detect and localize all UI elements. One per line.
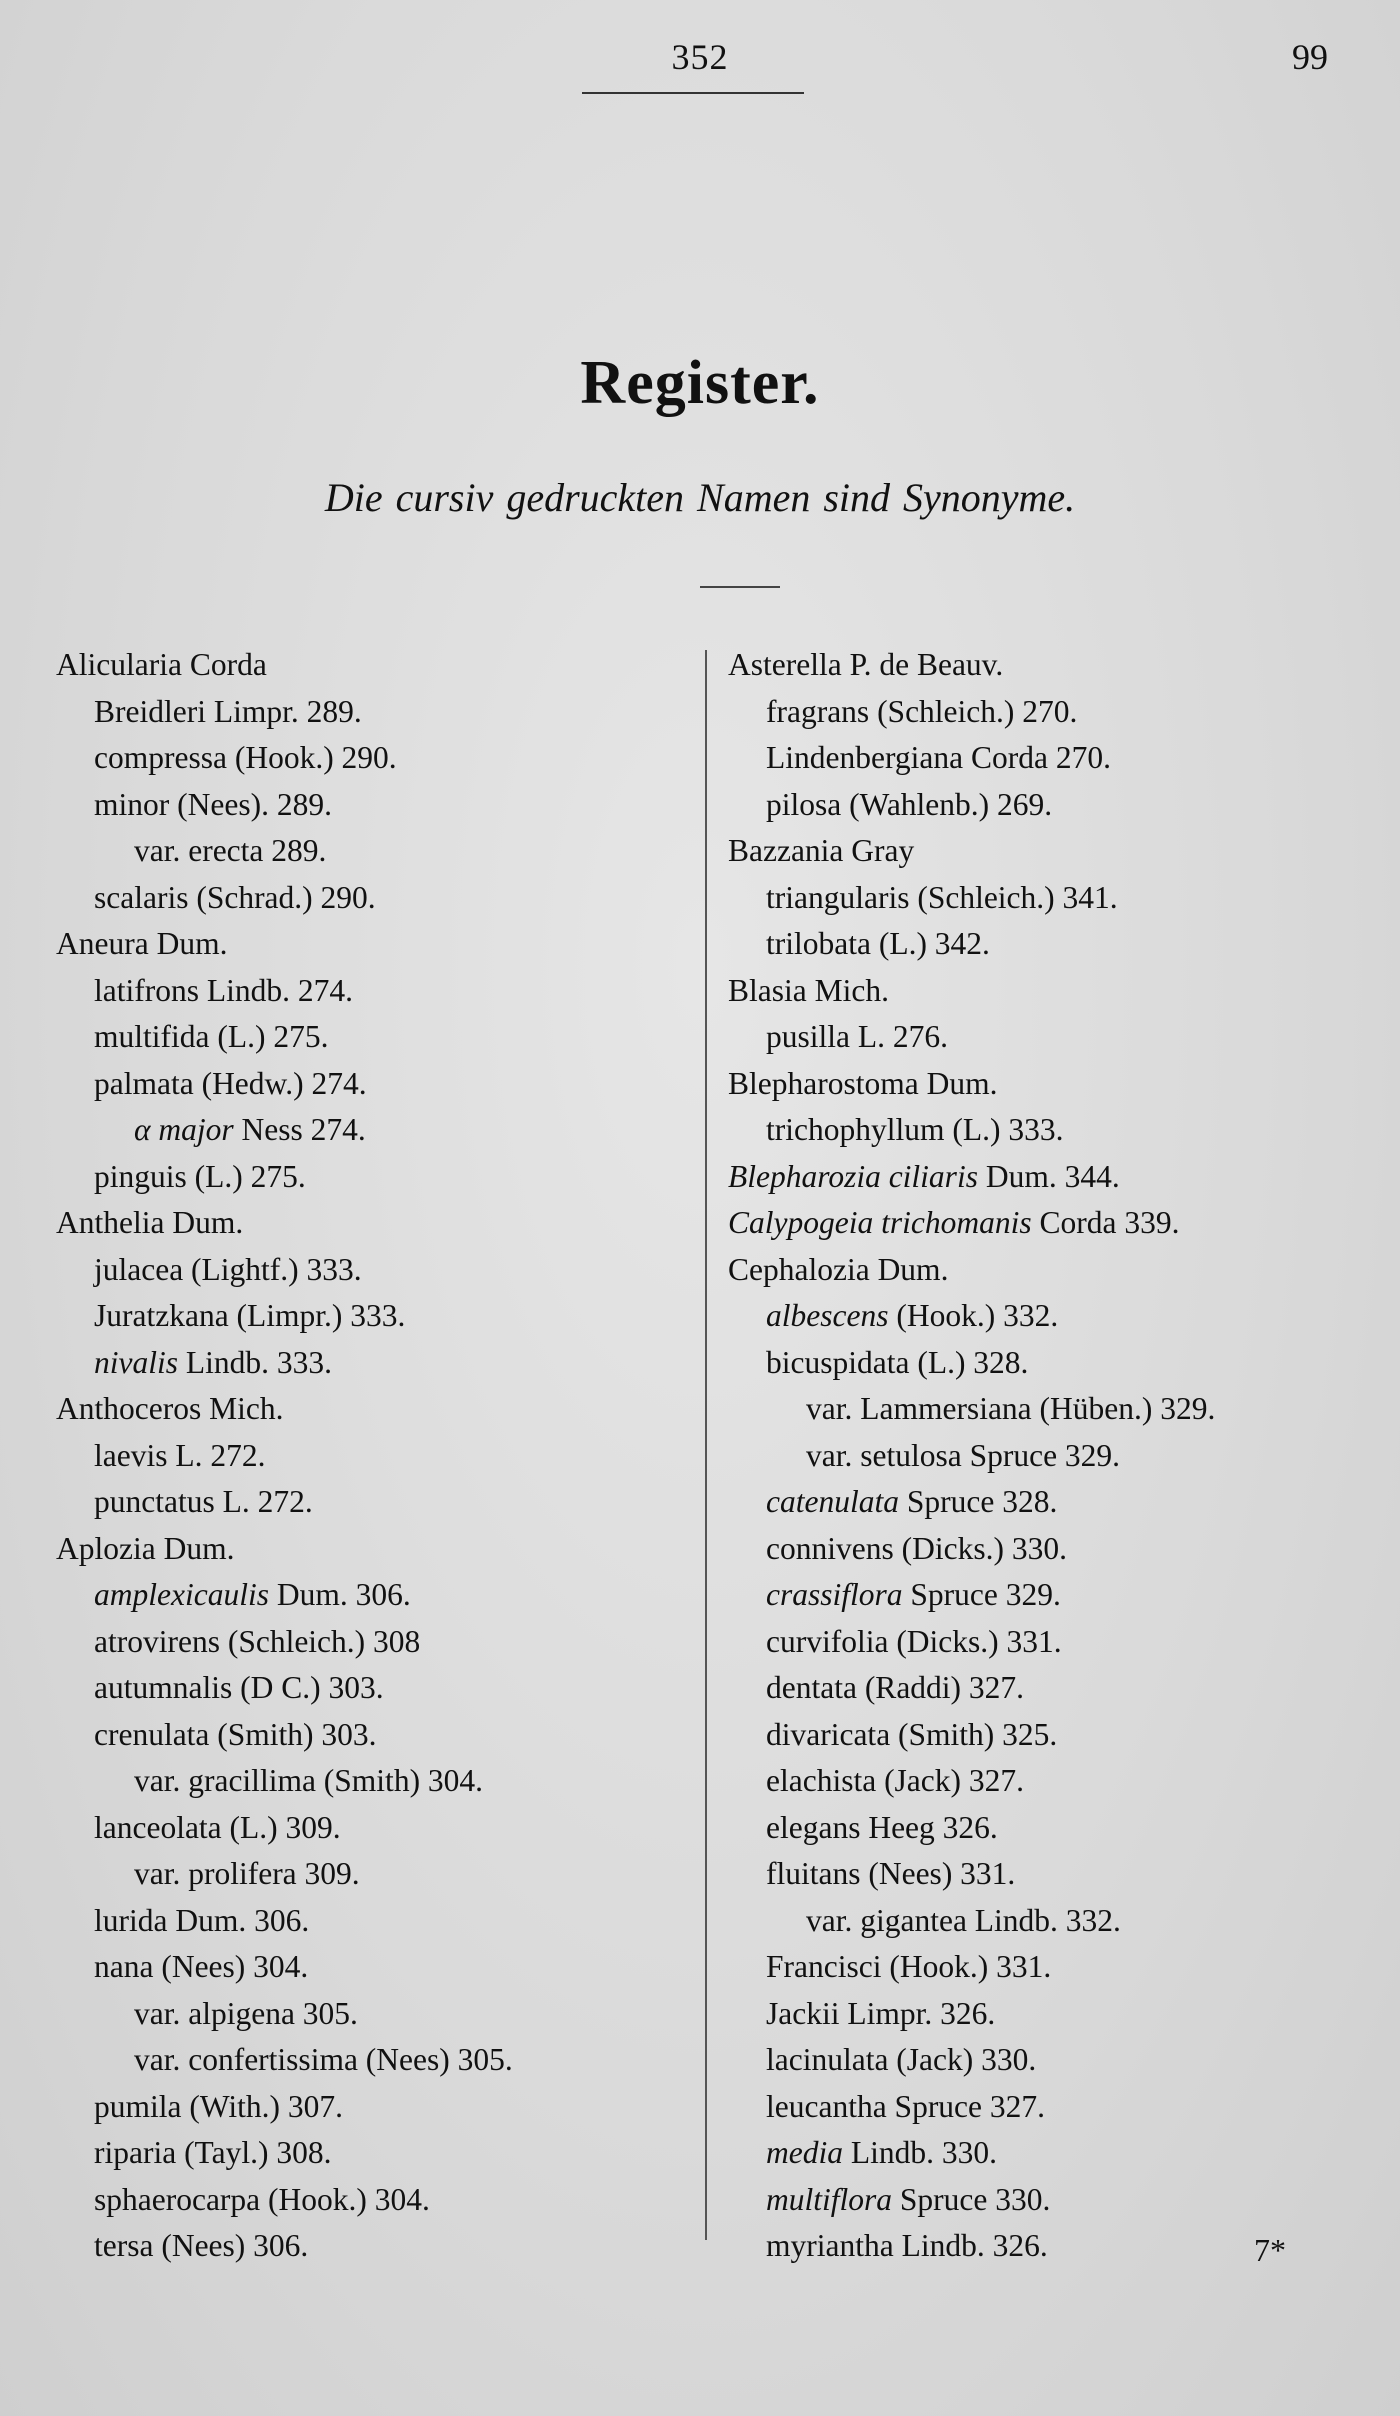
register-entry-species bbox=[56, 875, 696, 922]
entry-name: Asterella P. de Beauv. bbox=[728, 647, 1004, 682]
register-entry-species bbox=[56, 1154, 696, 1201]
register-entry-variety bbox=[56, 1991, 696, 2038]
register-entry-species bbox=[728, 1479, 1368, 1526]
entry-name: trilobata (L.) 342. bbox=[766, 926, 990, 961]
entry-name: var. gigantea Lindb. 332. bbox=[806, 1902, 1121, 1938]
entry-name: Francisci (Hook.) 331. bbox=[766, 1949, 1052, 1984]
register-entry-species bbox=[728, 1712, 1368, 1759]
entry-reference: Dum. 306. bbox=[268, 1577, 411, 1612]
register-entry-species bbox=[728, 1805, 1368, 1852]
entry-name: Lindenbergiana Corda 270. bbox=[766, 740, 1111, 775]
register-entry-species bbox=[728, 2037, 1368, 2084]
register-entry-species bbox=[56, 1479, 696, 1526]
register-entry-genus bbox=[728, 1247, 1368, 1294]
register-entry-species bbox=[728, 1107, 1368, 1154]
register-entry-species bbox=[728, 1014, 1368, 1061]
register-entry-genus bbox=[56, 921, 696, 968]
entry-name: triangularis (Schleich.) 341. bbox=[766, 879, 1118, 915]
register-entry-genus bbox=[728, 1061, 1368, 1108]
entry-name: pilosa (Wahlenb.) 269. bbox=[766, 786, 1053, 822]
register-entry-species bbox=[56, 782, 696, 829]
entry-name: nivalis bbox=[94, 1344, 178, 1380]
entry-name: amplexicaulis bbox=[94, 1577, 269, 1612]
register-entry-species bbox=[56, 2130, 696, 2177]
register-entry-variety bbox=[728, 1386, 1368, 1433]
register-entry-variety bbox=[56, 828, 696, 875]
entry-name: var. alpigena 305. bbox=[134, 1995, 358, 2031]
register-entry-genus bbox=[728, 642, 1368, 689]
entry-name: multiflora bbox=[766, 2181, 893, 2217]
entry-name: compressa (Hook.) 290. bbox=[94, 740, 397, 775]
page-number-center: 352 bbox=[671, 37, 729, 77]
register-entry-genus bbox=[56, 642, 696, 689]
entry-name: autumnalis (D C.) 303. bbox=[94, 1670, 384, 1705]
register-entry-species bbox=[728, 689, 1368, 736]
entry-name: Blepharozia ciliaris bbox=[728, 1158, 978, 1194]
register-entry-species bbox=[56, 1944, 696, 1991]
register-entry-genus bbox=[728, 1154, 1368, 1201]
register-column-left bbox=[56, 642, 696, 2270]
entry-reference: Dum. 344. bbox=[977, 1158, 1120, 1194]
title-rule bbox=[700, 586, 780, 588]
entry-name: julacea (Lightf.) 333. bbox=[94, 1251, 362, 1287]
register-entry-variety bbox=[728, 1433, 1368, 1480]
entry-name: var. gracillima (Smith) 304. bbox=[134, 1763, 484, 1798]
register-entry-species bbox=[56, 1665, 696, 1712]
entry-name: crenulata (Smith) 303. bbox=[94, 1716, 377, 1752]
entry-name: minor (Nees). 289. bbox=[94, 786, 332, 822]
register-entry-species bbox=[56, 1898, 696, 1945]
register-entry-species bbox=[728, 1851, 1368, 1898]
entry-name: pinguis (L.) 275. bbox=[94, 1158, 306, 1194]
entry-name: bicuspidata (L.) 328. bbox=[766, 1344, 1029, 1380]
page-number-right: 99 bbox=[1292, 37, 1328, 77]
entry-reference: Ness 274. bbox=[233, 1112, 366, 1147]
entry-name: pusilla L. 276. bbox=[766, 1019, 948, 1054]
register-column-right bbox=[728, 642, 1368, 2270]
register-entry-species bbox=[728, 1758, 1368, 1805]
register-entry-species bbox=[56, 1293, 696, 1340]
entry-reference: Spruce 328. bbox=[898, 1484, 1058, 1519]
register-entry-variety bbox=[56, 1758, 696, 1805]
entry-name: fluitans (Nees) 331. bbox=[766, 1856, 1016, 1891]
entry-name: var. Lammersiana (Hüben.) 329. bbox=[806, 1391, 1216, 1426]
register-entry-species bbox=[56, 1061, 696, 1108]
entry-name: media bbox=[766, 2135, 843, 2170]
entry-name: lurida Dum. 306. bbox=[94, 1902, 310, 1938]
entry-reference: Corda 339. bbox=[1031, 1205, 1180, 1240]
column-divider bbox=[705, 650, 707, 2240]
register-entry-species bbox=[728, 1619, 1368, 1666]
entry-name: Cephalozia Dum. bbox=[728, 1251, 949, 1287]
register-entry-species bbox=[56, 1619, 696, 1666]
page-number-rule bbox=[582, 92, 804, 94]
entry-name: riparia (Tayl.) 308. bbox=[94, 2135, 332, 2170]
entry-name: latifrons Lindb. 274. bbox=[94, 972, 353, 1008]
register-entry-species bbox=[728, 2177, 1368, 2224]
entry-name: nana (Nees) 304. bbox=[94, 1949, 309, 1984]
entry-name: Anthelia Dum. bbox=[56, 1205, 244, 1240]
register-entry-species bbox=[56, 1805, 696, 1852]
entry-name: α major bbox=[134, 1112, 234, 1147]
entry-reference: (Hook.) 332. bbox=[888, 1298, 1059, 1333]
entry-name: Bazzania Gray bbox=[728, 833, 915, 868]
entry-name: Jackii Limpr. 326. bbox=[766, 1995, 996, 2031]
entry-name: connivens (Dicks.) 330. bbox=[766, 1530, 1067, 1566]
entry-name: punctatus L. 272. bbox=[94, 1484, 313, 1519]
register-entry-species bbox=[728, 782, 1368, 829]
entry-name: scalaris (Schrad.) 290. bbox=[94, 879, 376, 915]
entry-reference: Lindb. 330. bbox=[842, 2135, 997, 2170]
entry-name: var. prolifera 309. bbox=[134, 1856, 360, 1891]
entry-name: var. setulosa Spruce 329. bbox=[806, 1437, 1121, 1473]
register-entry-genus bbox=[56, 1200, 696, 1247]
register-entry-species bbox=[56, 2223, 696, 2270]
register-entry-species bbox=[56, 1712, 696, 1759]
register-entry-species bbox=[56, 1572, 696, 1619]
register-entry-species bbox=[728, 735, 1368, 782]
entry-name: elegans Heeg 326. bbox=[766, 1809, 998, 1845]
entry-name: elachista (Jack) 327. bbox=[766, 1763, 1025, 1798]
entry-name: leucantha Spruce 327. bbox=[766, 2088, 1046, 2124]
register-entry-genus bbox=[56, 1526, 696, 1573]
register-entry-genus bbox=[728, 968, 1368, 1015]
register-entry-species bbox=[56, 735, 696, 782]
entry-name: curvifolia (Dicks.) 331. bbox=[766, 1623, 1062, 1659]
entry-reference: Spruce 330. bbox=[892, 2181, 1051, 2217]
entry-name: laevis L. 272. bbox=[94, 1437, 266, 1473]
register-entry-species bbox=[728, 1991, 1368, 2038]
register-entry-species bbox=[728, 2130, 1368, 2177]
register-entry-species bbox=[728, 921, 1368, 968]
entry-name: divaricata (Smith) 325. bbox=[766, 1716, 1058, 1752]
register-entry-species bbox=[728, 1572, 1368, 1619]
register-entry-species bbox=[728, 2084, 1368, 2131]
entry-name: trichophyllum (L.) 333. bbox=[766, 1112, 1064, 1147]
register-entry-species bbox=[56, 1247, 696, 1294]
register-entry-species bbox=[728, 1665, 1368, 1712]
page-title: Register. bbox=[580, 349, 820, 417]
entry-name: var. erecta 289. bbox=[134, 833, 327, 868]
entry-name: albescens bbox=[766, 1298, 889, 1333]
entry-reference: Lindb. 333. bbox=[178, 1344, 332, 1380]
entry-name: Blasia Mich. bbox=[728, 972, 889, 1008]
entry-name: pumila (With.) 307. bbox=[94, 2088, 343, 2124]
register-entry-species bbox=[728, 875, 1368, 922]
entry-name: palmata (Hedw.) 274. bbox=[94, 1065, 367, 1101]
entry-name: tersa (Nees) 306. bbox=[94, 2228, 309, 2263]
entry-name: Calypogeia trichomanis bbox=[728, 1205, 1032, 1240]
entry-name: crassiflora bbox=[766, 1577, 903, 1612]
entry-reference: Spruce 329. bbox=[902, 1577, 1061, 1612]
signature-mark: 7* bbox=[1254, 2232, 1286, 2268]
register-entry-species bbox=[728, 1293, 1368, 1340]
register-entry-genus bbox=[728, 828, 1368, 875]
register-entry-variety bbox=[728, 1898, 1368, 1945]
entry-name: dentata (Raddi) 327. bbox=[766, 1670, 1025, 1705]
register-entry-species bbox=[56, 1433, 696, 1480]
register-entry-genus bbox=[56, 1386, 696, 1433]
entry-name: multifida (L.) 275. bbox=[94, 1019, 329, 1054]
register-entry-variety bbox=[56, 1107, 696, 1154]
register-entry-species bbox=[56, 1340, 696, 1387]
entry-name: myriantha Lindb. 326. bbox=[766, 2228, 1048, 2263]
entry-name: Aneura Dum. bbox=[56, 926, 228, 961]
entry-name: fragrans (Schleich.) 270. bbox=[766, 693, 1078, 729]
entry-name: lacinulata (Jack) 330. bbox=[766, 2042, 1037, 2077]
register-entry-variety bbox=[56, 1851, 696, 1898]
entry-name: Juratzkana (Limpr.) 333. bbox=[94, 1298, 406, 1333]
register-entry-species bbox=[728, 1944, 1368, 1991]
entry-name: var. confertissima (Nees) 305. bbox=[134, 2042, 513, 2077]
register-entry-species bbox=[56, 968, 696, 1015]
entry-name: Alicularia Corda bbox=[56, 647, 267, 682]
register-entry-species bbox=[728, 1340, 1368, 1387]
register-entry-species bbox=[56, 1014, 696, 1061]
entry-name: catenulata bbox=[766, 1484, 899, 1519]
register-entry-species bbox=[728, 1526, 1368, 1573]
entry-name: Blepharostoma Dum. bbox=[728, 1065, 998, 1101]
register-entry-species bbox=[56, 2177, 696, 2224]
entry-name: sphaerocarpa (Hook.) 304. bbox=[94, 2181, 430, 2217]
entry-name: lanceolata (L.) 309. bbox=[94, 1809, 341, 1845]
register-entry-genus bbox=[728, 1200, 1368, 1247]
entry-name: Breidleri Limpr. 289. bbox=[94, 693, 362, 729]
page-subtitle: Die cursiv gedruckten Namen sind Synonyme. bbox=[324, 475, 1076, 520]
entry-name: atrovirens (Schleich.) 308 bbox=[94, 1623, 421, 1659]
register-entry-species bbox=[56, 2084, 696, 2131]
entry-name: Aplozia Dum. bbox=[56, 1530, 235, 1566]
entry-name: Anthoceros Mich. bbox=[56, 1391, 284, 1426]
register-entry-species bbox=[56, 689, 696, 736]
register-entry-variety bbox=[56, 2037, 696, 2084]
